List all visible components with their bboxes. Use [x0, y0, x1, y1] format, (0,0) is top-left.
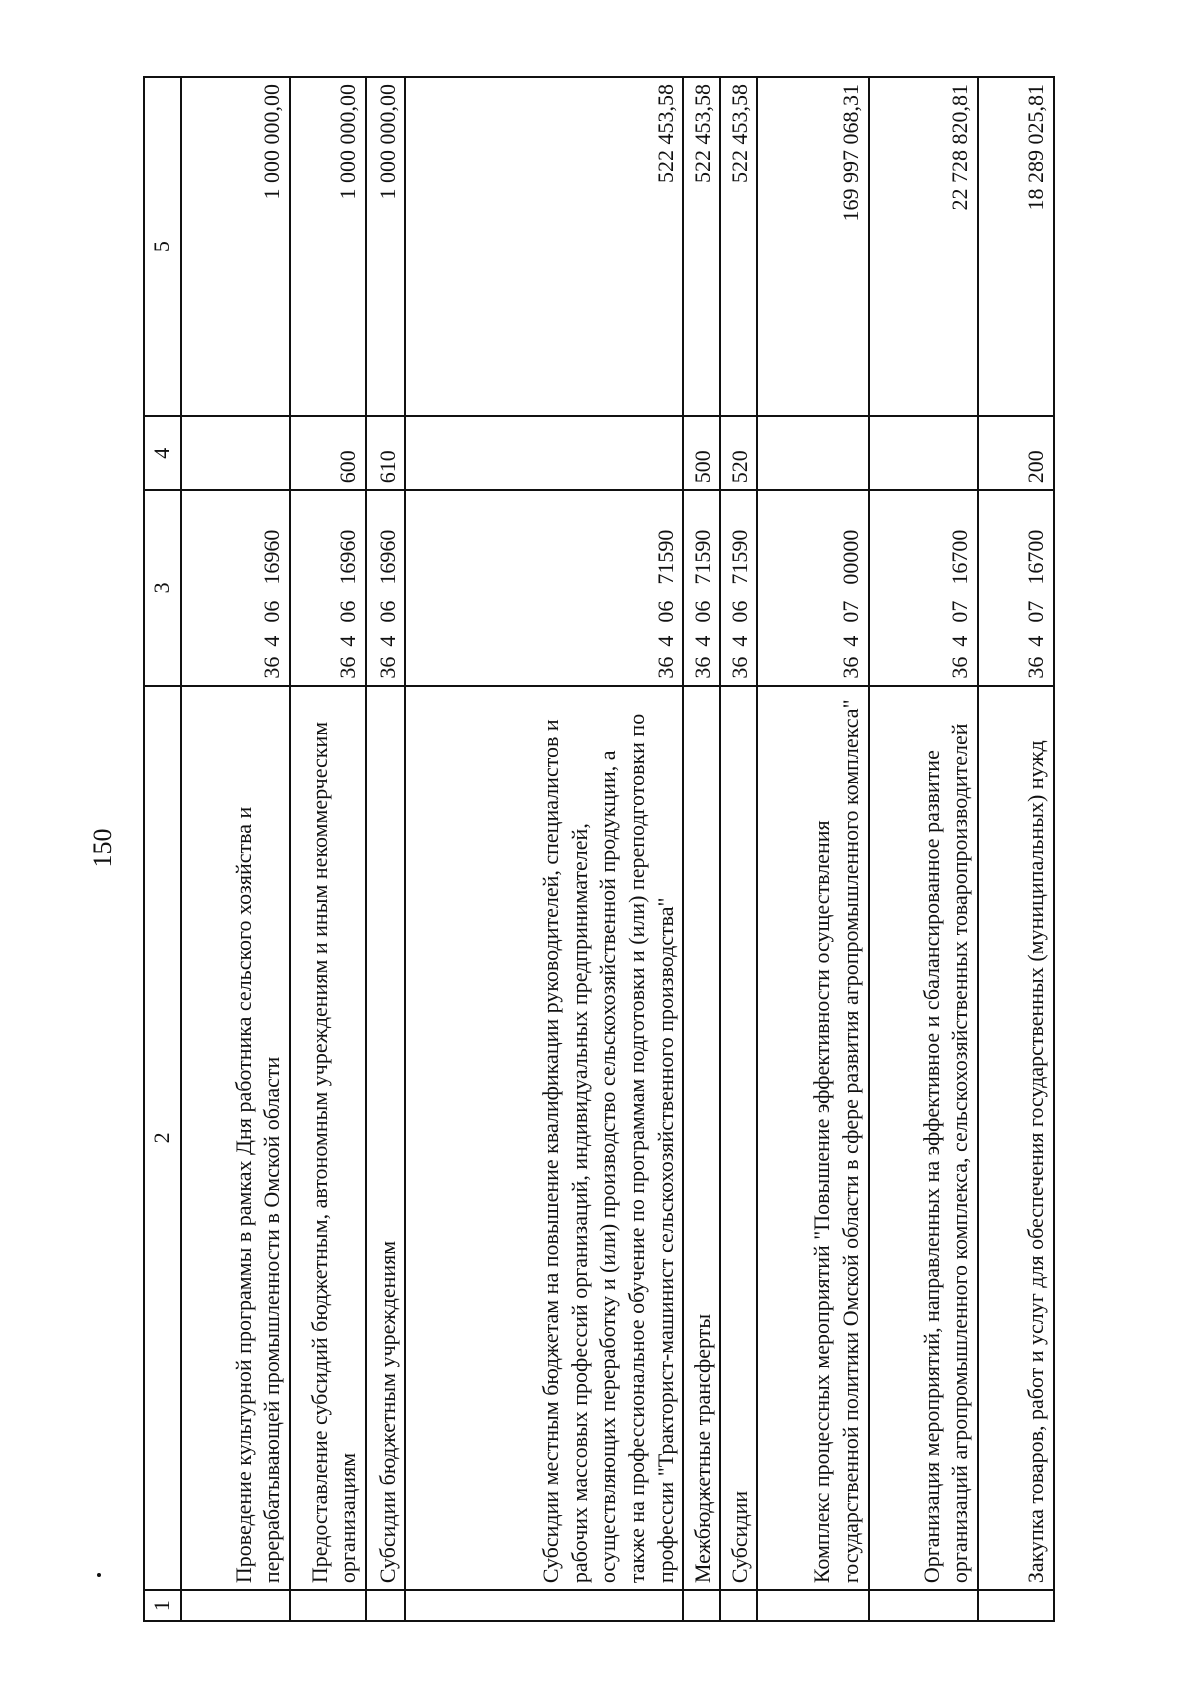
code-subprogram: 4 [374, 635, 400, 647]
header-col-4: 4 [144, 416, 181, 490]
code-subprogram: 4 [259, 635, 285, 647]
code-group: 06 [374, 600, 400, 623]
table-row [290, 77, 366, 1621]
row-number-cell [366, 1590, 405, 1621]
code-program: 36 [259, 656, 285, 679]
code-group: 07 [1023, 600, 1049, 623]
code-direction: 16960 [374, 529, 400, 585]
code-subprogram: 4 [652, 635, 678, 647]
code-cell [290, 490, 366, 685]
table-row [978, 77, 1054, 1621]
rotated-table-wrapper [143, 76, 1055, 1622]
amount-cell: 1 000 000,00 [181, 77, 290, 416]
header-col-2: 2 [144, 686, 181, 1591]
code-direction: 00000 [837, 529, 863, 585]
type-cell [757, 416, 868, 490]
table-row [720, 77, 757, 1621]
code-direction: 71590 [726, 529, 752, 585]
type-cell [405, 416, 683, 490]
table-row [683, 77, 720, 1621]
code-cell [683, 490, 720, 685]
code-subprogram: 4 [947, 635, 973, 647]
description-cell: Проведение культурной программы в рамках Дня работника сельского хозяйства и перерабатывающей промышленности в Омской области [181, 686, 290, 1591]
code-group: 06 [335, 600, 361, 623]
code-group: 07 [947, 600, 973, 623]
table-header-row [144, 77, 181, 1621]
code-program: 36 [837, 656, 863, 679]
type-cell [869, 416, 978, 490]
code-cell [181, 490, 290, 685]
code-cell [720, 490, 757, 685]
code-program: 36 [335, 656, 361, 679]
code-direction: 16960 [335, 529, 361, 585]
amount-cell: 1 000 000,00 [366, 77, 405, 416]
table-row [405, 77, 683, 1621]
description-cell: Организация мероприятий, направленных на эффективное и сбалансированное развитие организаций агропромышленного комплекса, сельскохозяйственных товаропроизводителей [869, 686, 978, 1591]
code-direction: 71590 [689, 529, 715, 585]
table-row [181, 77, 290, 1621]
code-subprogram: 4 [726, 635, 752, 647]
code-program: 36 [1023, 656, 1049, 679]
description-cell: Предоставление субсидий бюджетным, автономным учреждениям и иным некоммерческим организациям [290, 686, 366, 1591]
type-cell: 200 [978, 416, 1054, 490]
description-cell: Субсидии местным бюджетам на повышение квалификации руководителей, специалистов и рабочих массовых профессий организаций, индивидуальных предпринимателей, осуществляющих переработку и (или) производство сельскохозяйственной продукции, а также на профессиональное обучение по программам подготовки и (или) переподготовки по профессии "Тракторист-машинист сельскохозяйственного производства" [405, 686, 683, 1591]
row-number-cell [683, 1590, 720, 1621]
type-cell [181, 416, 290, 490]
row-number-cell [720, 1590, 757, 1621]
type-cell: 520 [720, 416, 757, 490]
description-cell: Субсидии [720, 686, 757, 1591]
description-cell: Закупка товаров, работ и услуг для обеспечения государственных (муниципальных) нужд [978, 686, 1054, 1591]
table-row [366, 77, 405, 1621]
code-program: 36 [374, 656, 400, 679]
description-cell: Субсидии бюджетным учреждениям [366, 686, 405, 1591]
code-subprogram: 4 [837, 635, 863, 647]
table-row [757, 77, 868, 1621]
scan-speck [97, 1573, 101, 1577]
code-subprogram: 4 [1023, 635, 1049, 647]
table-row [869, 77, 978, 1621]
amount-cell: 22 728 820,81 [869, 77, 978, 416]
row-number-cell [181, 1590, 290, 1621]
header-col-3: 3 [144, 490, 181, 685]
row-number-cell [869, 1590, 978, 1621]
code-cell [978, 490, 1054, 685]
code-direction: 16960 [259, 529, 285, 585]
code-program: 36 [689, 656, 715, 679]
code-program: 36 [726, 656, 752, 679]
row-number-cell [978, 1590, 1054, 1621]
code-group: 07 [837, 600, 863, 623]
code-cell [405, 490, 683, 685]
amount-cell: 169 997 068,31 [757, 77, 868, 416]
code-cell [366, 490, 405, 685]
budget-table [143, 76, 1055, 1622]
page-number: 150 [88, 828, 117, 868]
type-cell: 610 [366, 416, 405, 490]
code-group: 06 [689, 600, 715, 623]
code-cell [869, 490, 978, 685]
row-number-cell [757, 1590, 868, 1621]
code-direction: 16700 [1023, 529, 1049, 585]
type-cell: 600 [290, 416, 366, 490]
code-program: 36 [947, 656, 973, 679]
code-cell [757, 490, 868, 685]
code-direction: 16700 [947, 529, 973, 585]
amount-cell: 18 289 025,81 [978, 77, 1054, 416]
code-group: 06 [652, 600, 678, 623]
type-cell: 500 [683, 416, 720, 490]
amount-cell: 522 453,58 [405, 77, 683, 416]
header-col-5: 5 [144, 77, 181, 416]
header-col-1: 1 [144, 1590, 181, 1621]
code-group: 06 [726, 600, 752, 623]
code-group: 06 [259, 600, 285, 623]
row-number-cell [405, 1590, 683, 1621]
amount-cell: 522 453,58 [720, 77, 757, 416]
amount-cell: 1 000 000,00 [290, 77, 366, 416]
description-cell: Межбюджетные трансферты [683, 686, 720, 1591]
code-subprogram: 4 [689, 635, 715, 647]
code-subprogram: 4 [335, 635, 361, 647]
amount-cell: 522 453,58 [683, 77, 720, 416]
code-program: 36 [652, 656, 678, 679]
description-cell: Комплекс процессных мероприятий "Повышение эффективности осуществления государственной политики Омской области в сфере развития агропромышленного комплекса" [757, 686, 868, 1591]
code-direction: 71590 [652, 529, 678, 585]
row-number-cell [290, 1590, 366, 1621]
